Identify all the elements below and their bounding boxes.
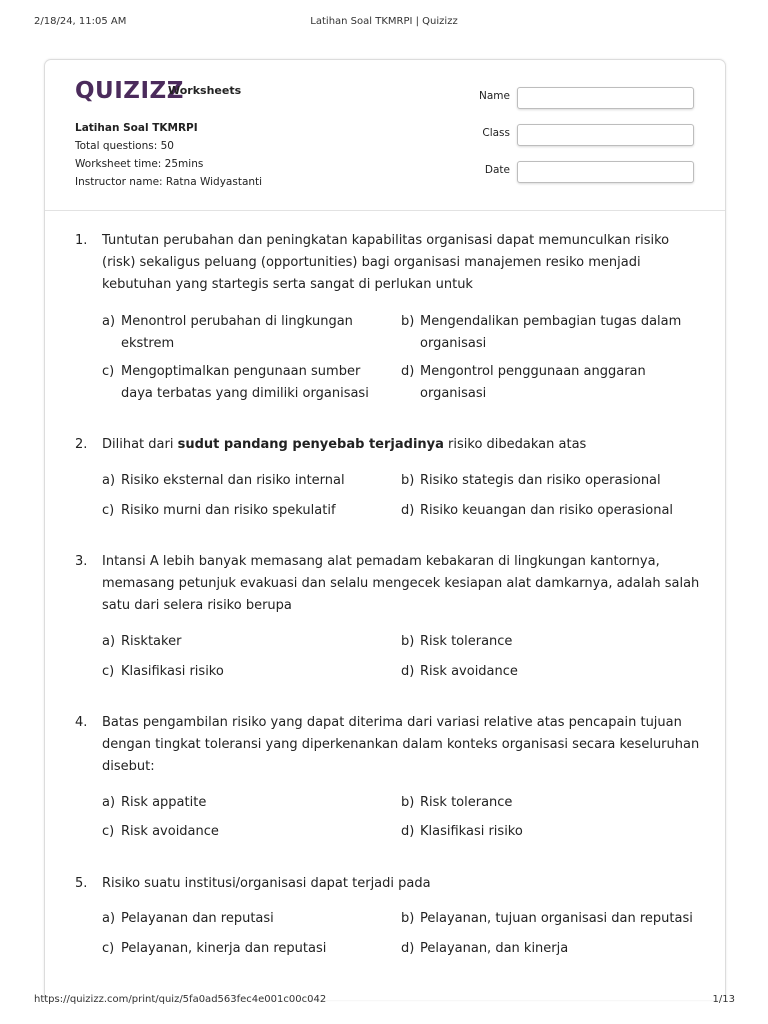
question-emphasis: sudut pandang penyebab terjadinya — [177, 437, 444, 452]
worksheet-meta — [75, 119, 262, 191]
worksheet-card — [44, 59, 726, 1000]
option-text: Risiko stategis dan risiko operasional — [420, 473, 661, 488]
option-text: Menontrol perubahan di lingkungan ekstrem — [121, 314, 353, 351]
option-label: c) — [102, 364, 115, 379]
name-label: Name — [479, 90, 510, 102]
option-text: Mengontrol penggunaan anggaran organisasi — [420, 364, 646, 401]
option-label: b) — [401, 911, 415, 926]
option-label: d) — [401, 664, 415, 679]
option-label: d) — [401, 941, 415, 956]
option-label: d) — [401, 364, 415, 379]
option-text: Klasifikasi risiko — [420, 824, 523, 839]
question-number: 2. — [75, 437, 88, 452]
option-label: b) — [401, 795, 415, 810]
print-header — [0, 16, 768, 30]
option-text: Pelayanan, tujuan organisasi dan reputasi — [420, 911, 693, 926]
option-text: Risk avoidance — [420, 664, 518, 679]
option-text: Risiko murni dan risiko spekulatif — [121, 503, 336, 518]
option-label: c) — [102, 503, 115, 518]
logo-subtitle: Worksheets — [168, 84, 242, 97]
option-label: c) — [102, 941, 115, 956]
option-text: Risk appatite — [121, 795, 207, 810]
class-label: Class — [482, 127, 510, 139]
date-field[interactable] — [517, 161, 694, 183]
worksheet-time: Worksheet time: 25mins — [75, 158, 204, 170]
option-label: a) — [102, 634, 116, 649]
question-text: Dilihat dari sudut pandang penyebab terjadinya risiko dibedakan atas — [102, 437, 587, 452]
option-text: Risk tolerance — [420, 634, 513, 649]
instructor-name: Instructor name: Ratna Widyastanti — [75, 176, 263, 188]
option-label: a) — [102, 473, 116, 488]
question-text: Tuntutan perubahan dan peningkatan kapabilitas organisasi dapat memunculkan risiko (risk) sekaligus peluang (opportunities) bagi organisasi manajemen resiko menjadi kebutuhan yang startegis serta sangat di perlukan untuk — [102, 233, 670, 292]
class-field[interactable] — [517, 124, 694, 146]
date-label: Date — [484, 164, 510, 176]
page-number: 1/13 — [712, 994, 735, 1005]
option-label: d) — [401, 503, 415, 518]
print-timestamp: 2/18/24, 11:05 AM — [34, 16, 127, 27]
option-text: Risiko keuangan dan risiko operasional — [420, 503, 674, 518]
option-label: c) — [102, 824, 115, 839]
question-number: 3. — [75, 554, 88, 569]
question-text: Intansi A lebih banyak memasang alat pemadam kebakaran di lingkungan kantornya, memasang petunjuk evakuasi dan selalu mengecek kesiapan alat damkarnya, adalah salah satu dari selera risiko berupa — [102, 554, 700, 613]
option-label: b) — [401, 634, 415, 649]
option-text: Risiko eksternal dan risiko internal — [121, 473, 345, 488]
option-text: Klasifikasi risiko — [121, 664, 224, 679]
option-label: a) — [102, 911, 116, 926]
question-text: Risiko suatu institusi/organisasi dapat terjadi pada — [102, 876, 431, 891]
option-text: Pelayanan dan reputasi — [121, 911, 274, 926]
option-text: Risk avoidance — [121, 824, 219, 839]
print-page-title: Latihan Soal TKMRPI | Quizizz — [310, 16, 458, 27]
option-text: Pelayanan, kinerja dan reputasi — [121, 941, 327, 956]
logo-text: QUIZIZZ — [75, 78, 184, 104]
print-url[interactable]: https://quizizz.com/print/quiz/5fa0ad563fec4e001c00c042 — [34, 994, 327, 1005]
option-text: Risktaker — [121, 634, 182, 649]
option-label: b) — [401, 473, 415, 488]
name-field[interactable] — [517, 87, 694, 109]
question-number: 1. — [75, 233, 88, 248]
question-text: Batas pengambilan risiko yang dapat diterima dari variasi relative atas pencapain tujuan dengan tingkat toleransi yang diperkenankan dalam konteks organisasi secara keseluruhan disebut: — [102, 715, 700, 774]
option-label: b) — [401, 314, 415, 329]
worksheet-header — [45, 60, 725, 211]
option-text: Mengoptimalkan pengunaan sumber daya terbatas yang dimiliki organisasi — [121, 364, 369, 401]
option-text: Pelayanan, dan kinerja — [420, 941, 569, 956]
worksheet-title: Latihan Soal TKMRPI — [75, 122, 198, 134]
total-questions: Total questions: 50 — [75, 140, 174, 152]
question-number: 4. — [75, 715, 88, 730]
option-label: c) — [102, 664, 115, 679]
option-label: a) — [102, 795, 116, 810]
option-text: Mengendalikan pembagian tugas dalam organisasi — [420, 314, 682, 351]
option-label: a) — [102, 314, 116, 329]
option-text: Risk tolerance — [420, 795, 513, 810]
question-number: 5. — [75, 876, 88, 891]
option-label: d) — [401, 824, 415, 839]
print-footer — [0, 994, 768, 1008]
